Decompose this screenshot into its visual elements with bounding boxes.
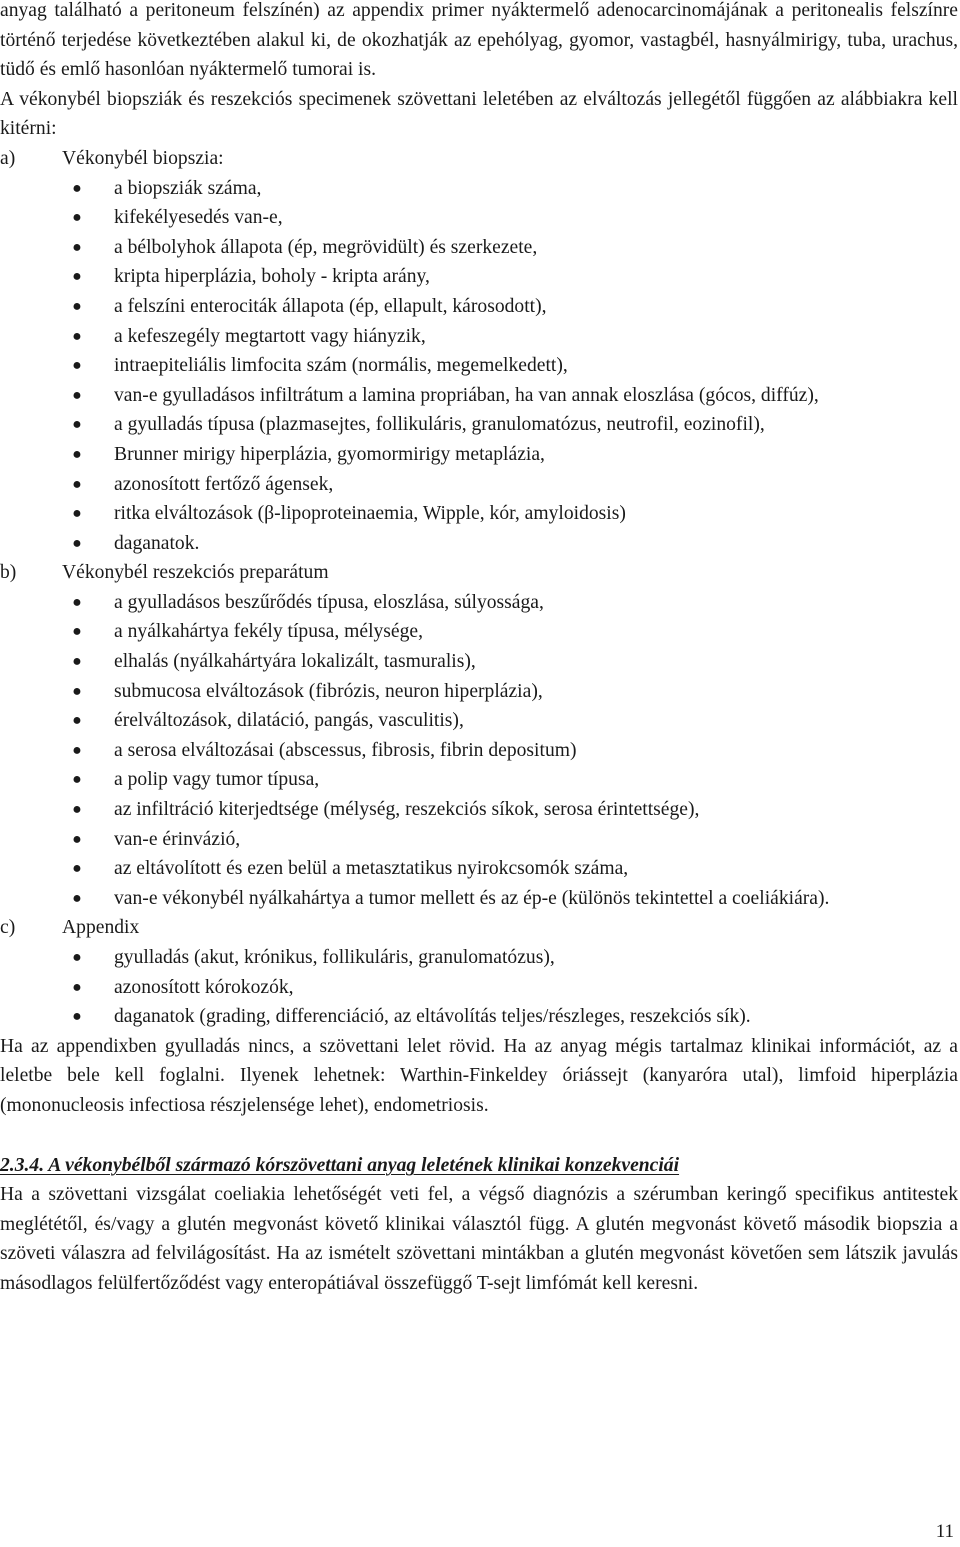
list-item (0, 973, 958, 1003)
spacer (0, 1121, 958, 1151)
criteria-list (0, 144, 958, 1032)
section-letter: b) (0, 562, 17, 584)
bullet-list (0, 943, 958, 1032)
bullet-icon: ● (72, 357, 82, 375)
bullet-icon: ● (72, 978, 82, 996)
list-item (0, 647, 958, 677)
list-item (0, 322, 958, 352)
list-item-text: kripta hiperplázia, boholy - kripta arány, (114, 266, 430, 288)
list-item (0, 440, 958, 470)
list-item (0, 765, 958, 795)
section-heading: 2.3.4. A vékonybélből származó kórszövettani anyag leletének klinikai konzekvenciái (0, 1154, 680, 1176)
list-item (0, 351, 958, 381)
list-item-text: a kefeszegély megtartott vagy hiányzik, (114, 325, 426, 347)
section-block (0, 558, 958, 913)
list-item (0, 410, 958, 440)
bullet-icon: ● (72, 386, 82, 404)
list-item (0, 262, 958, 292)
section-title: Appendix (62, 917, 140, 939)
list-item-text: submucosa elváltozások (fibrózis, neuron hiperplázia), (114, 680, 543, 702)
bullet-icon: ● (72, 830, 82, 848)
bullet-icon: ● (72, 327, 82, 345)
bullet-list (0, 174, 958, 559)
bullet-icon: ● (72, 889, 82, 907)
list-item (0, 233, 958, 263)
list-item-text: a serosa elváltozásai (abscessus, fibrosis, fibrin depositum) (114, 739, 577, 761)
intro-paragraph: anyag található a peritoneum felszínén) az appendix primer nyáktermelő adenocarcinomájának a peritonealis felszínre történő terjedése következtében alakul ki, de okozhatják az epehólyag, gyomor, vastagbél, hasnyálmirigy, tuba, urachus, tüdő és emlő hasonlóan nyáktermelő tumorai is. (0, 0, 958, 81)
bullet-icon: ● (72, 445, 82, 463)
list-item-text: van-e gyulladásos infiltrátum a lamina propriában, ha van annak eloszlása (gócos, diffúz), (114, 384, 819, 406)
bullet-icon: ● (72, 949, 82, 966)
bullet-icon: ● (72, 416, 82, 434)
bullet-icon: ● (72, 860, 82, 878)
section-title-line (0, 913, 958, 943)
bullet-icon: ● (72, 505, 82, 523)
bullet-list (0, 588, 958, 914)
bullet-icon: ● (72, 653, 82, 671)
bullet-icon: ● (72, 238, 82, 256)
bullet-icon: ● (72, 297, 82, 315)
list-item-text: intraepiteliális limfocita szám (normális, megemelkedett), (114, 355, 568, 377)
list-item (0, 588, 958, 618)
list-item-text: daganatok (grading, differenciáció, az eltávolítás teljes/részleges, reszekciós sík). (114, 1006, 751, 1028)
list-item (0, 292, 958, 322)
list-item-text: a nyálkahártya fekély típusa, mélysége, (114, 621, 424, 643)
list-item-text: az infiltráció kiterjedtsége (mélység, reszekciós síkok, serosa érintettsége), (114, 799, 700, 821)
list-item-text: a polip vagy tumor típusa, (114, 769, 320, 791)
list-item-text: azonosított fertőző ágensek, (114, 473, 334, 495)
bullet-icon: ● (72, 712, 82, 730)
section-title-line (0, 144, 958, 174)
section-letter: a) (0, 147, 16, 169)
list-item-text: a gyulladásos beszűrődés típusa, eloszlása, súlyossága, (114, 591, 544, 613)
list-item-text: az eltávolított és ezen belül a metasztatikus nyirokcsomók száma, (114, 858, 629, 880)
section-title-line (0, 558, 958, 588)
list-item (0, 617, 958, 647)
bullet-icon: ● (72, 801, 82, 819)
bullet-icon: ● (72, 623, 82, 641)
list-item (0, 499, 958, 529)
bullet-icon: ● (72, 771, 82, 789)
list-item (0, 529, 958, 559)
bullet-icon: ● (72, 475, 82, 493)
list-item-text: kifekélyesedés van-e, (114, 207, 283, 229)
section-block (0, 913, 958, 1031)
bullet-icon: ● (72, 593, 82, 611)
section-block (0, 144, 958, 558)
section-letter: c) (0, 917, 16, 939)
bullet-icon: ● (72, 682, 82, 700)
list-item (0, 677, 958, 707)
bullet-icon: ● (72, 1008, 82, 1026)
list-item-text: van-e érinvázió, (114, 828, 241, 850)
bullet-icon: ● (72, 534, 82, 552)
instructions-paragraph: A vékonybél biopsziák és reszekciós specimenek szövettani leletében az elváltozás jellegétől függően az alábbiakra kell kitérni: (0, 88, 958, 140)
list-item (0, 884, 958, 914)
list-item (0, 795, 958, 825)
list-item (0, 706, 958, 736)
section-heading-line (0, 1151, 958, 1181)
list-item (0, 381, 958, 411)
list-item (0, 736, 958, 766)
list-item (0, 470, 958, 500)
list-item-text: azonosított kórokozók, (114, 976, 294, 998)
bullet-icon: ● (72, 179, 82, 197)
list-item-text: Brunner mirigy hiperplázia, gyomormirigy metaplázia, (114, 443, 545, 465)
closing-paragraph: Ha a szövettani vizsgálat coeliakia lehetőségét veti fel, a végső diagnózis a szérumban keringő specifikus antitestek meglététől, és/vagy a glutén megvonást követő klinikai választól függ. A glutén megvonást követő második biopszia a szöveti válaszra ad felvilágosítást. Ha az ismételt szövettani mintákban a glutén megvonást követően sem látszik javulás másodlagos felülfertőződést vagy enteropátiával összefüggő T-sejt limfómát kell keresni. (0, 1184, 958, 1294)
list-item (0, 943, 958, 973)
list-item-text: daganatok. (114, 532, 200, 554)
list-item-text: elhalás (nyálkahártyára lokalizált, tasmuralis), (114, 651, 476, 673)
page-number: 11 (935, 1521, 954, 1542)
list-item-text: érelváltozások, dilatáció, pangás, vasculitis), (114, 710, 464, 732)
list-item-text: van-e vékonybél nyálkahártya a tumor mellett és az ép-e (különös tekintettel a coeliákiára). (114, 887, 830, 909)
section-title: Vékonybél reszekciós preparátum (62, 562, 329, 584)
bullet-icon: ● (72, 209, 82, 227)
list-item-text: a biopsziák száma, (114, 177, 262, 199)
list-item (0, 203, 958, 233)
list-item (0, 1002, 958, 1032)
appendix-paragraph: Ha az appendixben gyulladás nincs, a szövettani lelet rövid. Ha az anyag mégis tartalmaz klinikai információt, az a leletbe bele kell foglalni. Ilyenek lehetnek: Warthin-Finkeldey óriássejt (kanyaróra utal), limfoid hiperplázia (mononucleosis infectiosa részjelensége lehet), endometriosis. (0, 1035, 958, 1116)
list-item-text: ritka elváltozások (β-lipoproteinaemia, Wipple, kór, amyloidosis) (114, 503, 626, 525)
list-item (0, 174, 958, 204)
list-item-text: a gyulladás típusa (plazmasejtes, follikuláris, granulomatózus, neutrofil, eozinofil), (114, 414, 765, 436)
list-item (0, 854, 958, 884)
list-item (0, 825, 958, 855)
bullet-icon: ● (72, 741, 82, 759)
list-item-text: a bélbolyhok állapota (ép, megrövidült) és szerkezete, (114, 236, 538, 258)
list-item-text: a felszíni enterociták állapota (ép, ellapult, károsodott), (114, 295, 547, 317)
list-item-text: gyulladás (akut, krónikus, follikuláris, granulomatózus), (114, 947, 555, 968)
section-title: Vékonybél biopszia: (62, 147, 224, 169)
bullet-icon: ● (72, 268, 82, 286)
